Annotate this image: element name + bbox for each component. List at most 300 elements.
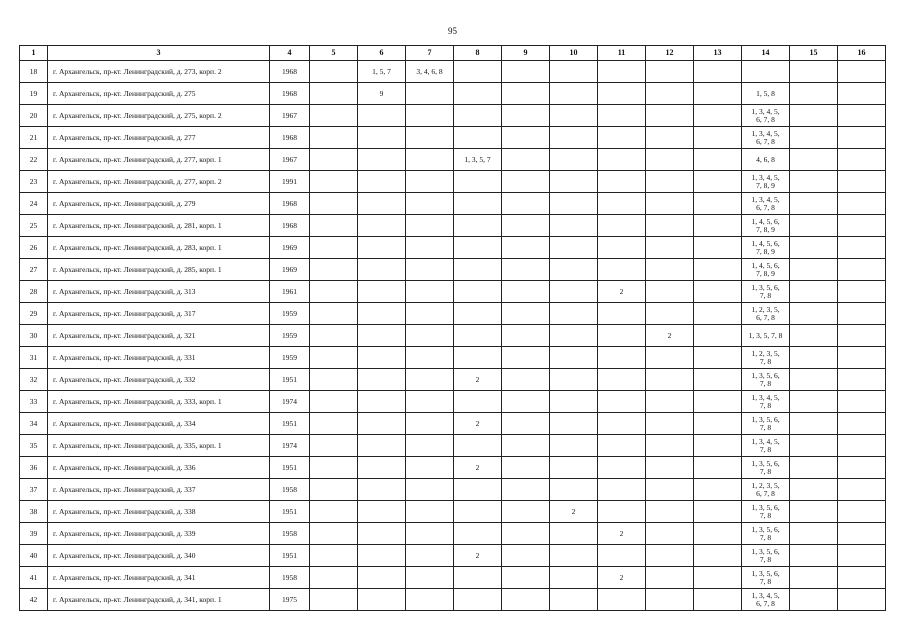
table-cell: 1, 2, 3, 5, 7, 8 — [742, 347, 790, 369]
table-cell — [790, 193, 838, 215]
table-cell — [694, 325, 742, 347]
table-cell: 1968 — [270, 193, 310, 215]
table-cell — [694, 589, 742, 611]
table-cell — [598, 259, 646, 281]
column-header: 1 — [20, 46, 48, 61]
table-cell — [454, 259, 502, 281]
table-cell — [406, 369, 454, 391]
table-cell — [502, 369, 550, 391]
table-cell: 1, 3, 5, 6, 7, 8 — [742, 567, 790, 589]
table-cell — [646, 171, 694, 193]
table-cell: 1, 3, 5, 6, 7, 8 — [742, 501, 790, 523]
table-cell — [694, 479, 742, 501]
address-cell: г. Архангельск, пр-кт. Ленинградский, д. 283, корп. 1 — [48, 237, 270, 259]
table-cell — [310, 105, 358, 127]
table-cell — [406, 237, 454, 259]
table-cell — [646, 589, 694, 611]
table-cell: 29 — [20, 303, 48, 325]
table-cell — [406, 391, 454, 413]
table-cell — [790, 589, 838, 611]
table-cell — [358, 523, 406, 545]
table-cell — [550, 457, 598, 479]
table-cell: 35 — [20, 435, 48, 457]
table-body — [20, 61, 886, 611]
table-cell: 2 — [454, 369, 502, 391]
table-cell — [550, 391, 598, 413]
table-cell — [646, 347, 694, 369]
table-cell — [790, 105, 838, 127]
table-cell: 1, 4, 5, 6, 7, 8, 9 — [742, 237, 790, 259]
table-cell: 33 — [20, 391, 48, 413]
table-cell: 1969 — [270, 237, 310, 259]
table-cell — [358, 171, 406, 193]
table-row — [20, 325, 886, 347]
table-cell — [454, 83, 502, 105]
table-cell — [310, 259, 358, 281]
table-row — [20, 281, 886, 303]
table-row — [20, 501, 886, 523]
table-cell — [598, 369, 646, 391]
table-cell: 1, 5, 7 — [358, 61, 406, 83]
table-cell — [454, 105, 502, 127]
table-cell — [358, 435, 406, 457]
table-row — [20, 457, 886, 479]
table-cell — [838, 215, 886, 237]
table-cell — [310, 171, 358, 193]
table-cell — [310, 391, 358, 413]
table-cell — [838, 83, 886, 105]
table-cell: 1967 — [270, 105, 310, 127]
address-cell: г. Архангельск, пр-кт. Ленинградский, д. 334 — [48, 413, 270, 435]
table-cell — [502, 545, 550, 567]
table-cell — [406, 281, 454, 303]
table-cell — [598, 479, 646, 501]
address-cell: г. Архангельск, пр-кт. Ленинградский, д. 340 — [48, 545, 270, 567]
table-cell — [310, 457, 358, 479]
table-cell — [550, 589, 598, 611]
table-cell — [694, 61, 742, 83]
table-cell — [646, 193, 694, 215]
table-cell: 4, 6, 8 — [742, 149, 790, 171]
table-row — [20, 413, 886, 435]
table-cell — [358, 479, 406, 501]
table-cell: 1968 — [270, 127, 310, 149]
table-cell: 2 — [646, 325, 694, 347]
address-cell: г. Архангельск, пр-кт. Ленинградский, д. 337 — [48, 479, 270, 501]
table-cell — [646, 303, 694, 325]
table-row — [20, 83, 886, 105]
table-cell — [598, 391, 646, 413]
table-cell — [550, 149, 598, 171]
table-cell — [358, 281, 406, 303]
table-cell — [790, 457, 838, 479]
table-cell — [310, 347, 358, 369]
table-cell — [406, 127, 454, 149]
table-cell — [454, 215, 502, 237]
table-cell — [502, 413, 550, 435]
table-cell — [406, 193, 454, 215]
table-cell — [502, 501, 550, 523]
table-cell — [358, 457, 406, 479]
table-cell — [550, 369, 598, 391]
table-cell — [790, 545, 838, 567]
table-cell — [358, 413, 406, 435]
address-cell: г. Архангельск, пр-кт. Ленинградский, д. 285, корп. 1 — [48, 259, 270, 281]
table-cell — [790, 369, 838, 391]
table-cell — [838, 545, 886, 567]
address-cell: г. Архангельск, пр-кт. Ленинградский, д. 277, корп. 1 — [48, 149, 270, 171]
table-cell: 31 — [20, 347, 48, 369]
table-cell: 9 — [358, 83, 406, 105]
table-row — [20, 479, 886, 501]
table-cell — [598, 83, 646, 105]
table-cell: 1951 — [270, 545, 310, 567]
table-cell: 1, 3, 5, 6, 7, 8 — [742, 523, 790, 545]
table-cell: 1974 — [270, 391, 310, 413]
table-cell — [790, 435, 838, 457]
table-cell — [550, 171, 598, 193]
table-cell — [550, 479, 598, 501]
table-cell — [502, 523, 550, 545]
table-cell: 40 — [20, 545, 48, 567]
table-cell: 1991 — [270, 171, 310, 193]
address-cell: г. Архангельск, пр-кт. Ленинградский, д. 275, корп. 2 — [48, 105, 270, 127]
table-cell — [790, 325, 838, 347]
address-cell: г. Архангельск, пр-кт. Ленинградский, д. 321 — [48, 325, 270, 347]
table-cell — [550, 259, 598, 281]
table-cell — [790, 303, 838, 325]
table-cell — [358, 259, 406, 281]
table-cell — [310, 83, 358, 105]
table-cell — [310, 237, 358, 259]
table-cell: 1, 3, 4, 5, 7, 8 — [742, 435, 790, 457]
table-cell — [550, 435, 598, 457]
table-cell: 37 — [20, 479, 48, 501]
table-cell — [502, 347, 550, 369]
table-cell — [406, 325, 454, 347]
table-cell — [502, 61, 550, 83]
table-cell — [406, 457, 454, 479]
address-cell: г. Архангельск, пр-кт. Ленинградский, д. 277, корп. 2 — [48, 171, 270, 193]
table-cell — [550, 523, 598, 545]
table-cell — [790, 215, 838, 237]
table-cell — [358, 193, 406, 215]
table-cell — [694, 501, 742, 523]
table-cell — [550, 83, 598, 105]
address-cell: г. Архангельск, пр-кт. Ленинградский, д. 333, корп. 1 — [48, 391, 270, 413]
table-cell — [310, 303, 358, 325]
table-cell: 20 — [20, 105, 48, 127]
table-cell — [838, 193, 886, 215]
address-cell: г. Архангельск, пр-кт. Ленинградский, д. 273, корп. 2 — [48, 61, 270, 83]
table-cell — [646, 391, 694, 413]
table-cell — [598, 347, 646, 369]
table-cell — [838, 413, 886, 435]
table-cell: 1, 3, 4, 5, 6, 7, 8 — [742, 193, 790, 215]
table-cell — [358, 567, 406, 589]
table-cell — [790, 501, 838, 523]
table-cell: 1, 4, 5, 6, 7, 8, 9 — [742, 215, 790, 237]
table-cell — [646, 435, 694, 457]
table-cell — [598, 303, 646, 325]
table-cell — [694, 105, 742, 127]
table-cell — [454, 325, 502, 347]
column-header: 5 — [310, 46, 358, 61]
table-cell — [694, 281, 742, 303]
table-cell — [406, 479, 454, 501]
table-cell — [550, 567, 598, 589]
table-cell — [694, 435, 742, 457]
table-cell — [502, 391, 550, 413]
table-row — [20, 435, 886, 457]
table-cell: 1, 3, 5, 7, 8 — [742, 325, 790, 347]
table-cell — [550, 545, 598, 567]
table-cell — [646, 215, 694, 237]
table-cell: 3, 4, 6, 8 — [406, 61, 454, 83]
table-cell — [550, 325, 598, 347]
table-cell — [310, 479, 358, 501]
table-cell — [454, 303, 502, 325]
table-cell — [598, 61, 646, 83]
table-cell — [310, 501, 358, 523]
table-cell — [310, 193, 358, 215]
table-cell — [694, 523, 742, 545]
table-cell: 36 — [20, 457, 48, 479]
table-cell: 2 — [598, 281, 646, 303]
column-header: 7 — [406, 46, 454, 61]
table-cell — [502, 457, 550, 479]
table-cell — [406, 589, 454, 611]
table-cell: 30 — [20, 325, 48, 347]
table-cell: 34 — [20, 413, 48, 435]
table-cell: 1951 — [270, 413, 310, 435]
table-cell — [838, 501, 886, 523]
table-cell — [502, 589, 550, 611]
table-cell: 1969 — [270, 259, 310, 281]
address-cell: г. Архангельск, пр-кт. Ленинградский, д. 341 — [48, 567, 270, 589]
table-cell: 1, 3, 4, 5, 7, 8 — [742, 391, 790, 413]
table-cell — [358, 303, 406, 325]
table-cell — [694, 171, 742, 193]
table-cell — [550, 303, 598, 325]
table-cell: 1, 3, 5, 6, 7, 8 — [742, 281, 790, 303]
table-cell — [310, 281, 358, 303]
table-cell — [550, 105, 598, 127]
table-cell — [454, 435, 502, 457]
address-cell: г. Архангельск, пр-кт. Ленинградский, д. 279 — [48, 193, 270, 215]
table-cell — [310, 435, 358, 457]
table-row — [20, 127, 886, 149]
column-header: 9 — [502, 46, 550, 61]
table-cell: 1959 — [270, 303, 310, 325]
table-cell: 1951 — [270, 457, 310, 479]
table-cell: 18 — [20, 61, 48, 83]
column-header: 6 — [358, 46, 406, 61]
table-cell — [598, 149, 646, 171]
table-cell — [502, 127, 550, 149]
table-cell — [454, 281, 502, 303]
table-cell: 1, 5, 8 — [742, 83, 790, 105]
table-row — [20, 589, 886, 611]
table-cell: 1974 — [270, 435, 310, 457]
table-cell — [502, 259, 550, 281]
table-cell — [310, 127, 358, 149]
table-cell — [694, 567, 742, 589]
table-cell — [646, 479, 694, 501]
table-cell — [694, 193, 742, 215]
table-cell — [598, 215, 646, 237]
table-cell — [790, 149, 838, 171]
table-cell — [838, 259, 886, 281]
table-cell — [694, 457, 742, 479]
table-cell: 1, 3, 4, 5, 6, 7, 8 — [742, 589, 790, 611]
table-cell — [838, 567, 886, 589]
table-cell — [694, 149, 742, 171]
table-cell — [550, 215, 598, 237]
table-cell — [454, 127, 502, 149]
table-cell — [646, 127, 694, 149]
table-cell: 1, 3, 5, 6, 7, 8 — [742, 413, 790, 435]
table-cell — [310, 545, 358, 567]
table-cell — [454, 237, 502, 259]
table-cell — [454, 589, 502, 611]
address-cell: г. Архангельск, пр-кт. Ленинградский, д. 338 — [48, 501, 270, 523]
table-cell: 1, 2, 3, 5, 6, 7, 8 — [742, 479, 790, 501]
table-cell — [550, 237, 598, 259]
table-row — [20, 369, 886, 391]
table-cell — [790, 567, 838, 589]
table-cell — [454, 347, 502, 369]
table-cell — [790, 413, 838, 435]
table-cell — [406, 171, 454, 193]
table-row — [20, 523, 886, 545]
table-cell: 2 — [598, 523, 646, 545]
table-cell — [838, 369, 886, 391]
table-cell: 1, 2, 3, 5, 6, 7, 8 — [742, 303, 790, 325]
table-cell — [406, 501, 454, 523]
table-cell: 2 — [550, 501, 598, 523]
table-cell: 39 — [20, 523, 48, 545]
table-cell: 25 — [20, 215, 48, 237]
table-row — [20, 545, 886, 567]
table-cell — [310, 589, 358, 611]
table-cell — [694, 369, 742, 391]
table-cell — [646, 501, 694, 523]
table-cell — [646, 237, 694, 259]
table-cell — [550, 61, 598, 83]
column-header: 15 — [790, 46, 838, 61]
table-cell — [406, 523, 454, 545]
table-cell — [790, 61, 838, 83]
table-cell — [454, 391, 502, 413]
table-cell — [790, 127, 838, 149]
table-cell: 1959 — [270, 325, 310, 347]
table-cell: 28 — [20, 281, 48, 303]
table-row — [20, 391, 886, 413]
table-cell — [550, 413, 598, 435]
table-cell: 1, 3, 5, 7 — [454, 149, 502, 171]
table-cell — [790, 237, 838, 259]
address-cell: г. Архангельск, пр-кт. Ленинградский, д. 341, корп. 1 — [48, 589, 270, 611]
table-row — [20, 237, 886, 259]
address-cell: г. Архангельск, пр-кт. Ленинградский, д. 275 — [48, 83, 270, 105]
table-cell — [502, 171, 550, 193]
table-cell — [790, 391, 838, 413]
table-cell — [358, 391, 406, 413]
table-cell — [310, 61, 358, 83]
table-cell — [646, 281, 694, 303]
column-header: 10 — [550, 46, 598, 61]
table-cell — [454, 479, 502, 501]
table-cell — [358, 105, 406, 127]
table-cell: 1, 3, 5, 6, 7, 8 — [742, 457, 790, 479]
table-cell — [694, 215, 742, 237]
table-cell — [310, 567, 358, 589]
table-cell: 1, 4, 5, 6, 7, 8, 9 — [742, 259, 790, 281]
table-cell — [694, 127, 742, 149]
table-cell — [310, 413, 358, 435]
table-cell — [406, 303, 454, 325]
table-row — [20, 193, 886, 215]
table-cell — [838, 171, 886, 193]
header-row — [20, 46, 886, 61]
table-cell — [550, 281, 598, 303]
table-cell — [550, 347, 598, 369]
table-cell: 27 — [20, 259, 48, 281]
table-cell — [598, 457, 646, 479]
table-cell — [790, 347, 838, 369]
page-number: 95 — [448, 26, 457, 36]
table-cell — [694, 413, 742, 435]
table-cell — [550, 127, 598, 149]
table-cell — [358, 325, 406, 347]
table-cell — [838, 523, 886, 545]
table-cell — [502, 567, 550, 589]
column-header: 8 — [454, 46, 502, 61]
table-cell — [646, 61, 694, 83]
table-cell — [598, 545, 646, 567]
table-cell — [694, 391, 742, 413]
table-cell: 1, 3, 4, 5, 6, 7, 8 — [742, 127, 790, 149]
table-cell — [310, 325, 358, 347]
table-cell — [646, 523, 694, 545]
table-cell — [454, 61, 502, 83]
table-cell — [790, 171, 838, 193]
table-cell: 19 — [20, 83, 48, 105]
housing-table — [19, 45, 886, 611]
table-cell — [790, 83, 838, 105]
address-cell: г. Архангельск, пр-кт. Ленинградский, д. 332 — [48, 369, 270, 391]
table-cell — [742, 61, 790, 83]
table-cell — [694, 237, 742, 259]
table-cell — [646, 105, 694, 127]
table-cell: 2 — [454, 413, 502, 435]
table-cell — [358, 545, 406, 567]
table-cell — [310, 523, 358, 545]
table-cell: 1968 — [270, 61, 310, 83]
table-cell: 2 — [454, 545, 502, 567]
table-cell — [838, 281, 886, 303]
table-cell — [406, 567, 454, 589]
column-header: 12 — [646, 46, 694, 61]
table-cell — [454, 523, 502, 545]
table-cell — [646, 545, 694, 567]
table-cell — [790, 523, 838, 545]
table-cell — [502, 281, 550, 303]
table-cell: 1968 — [270, 215, 310, 237]
address-cell: г. Архангельск, пр-кт. Ленинградский, д. 281, корп. 1 — [48, 215, 270, 237]
table-cell: 41 — [20, 567, 48, 589]
